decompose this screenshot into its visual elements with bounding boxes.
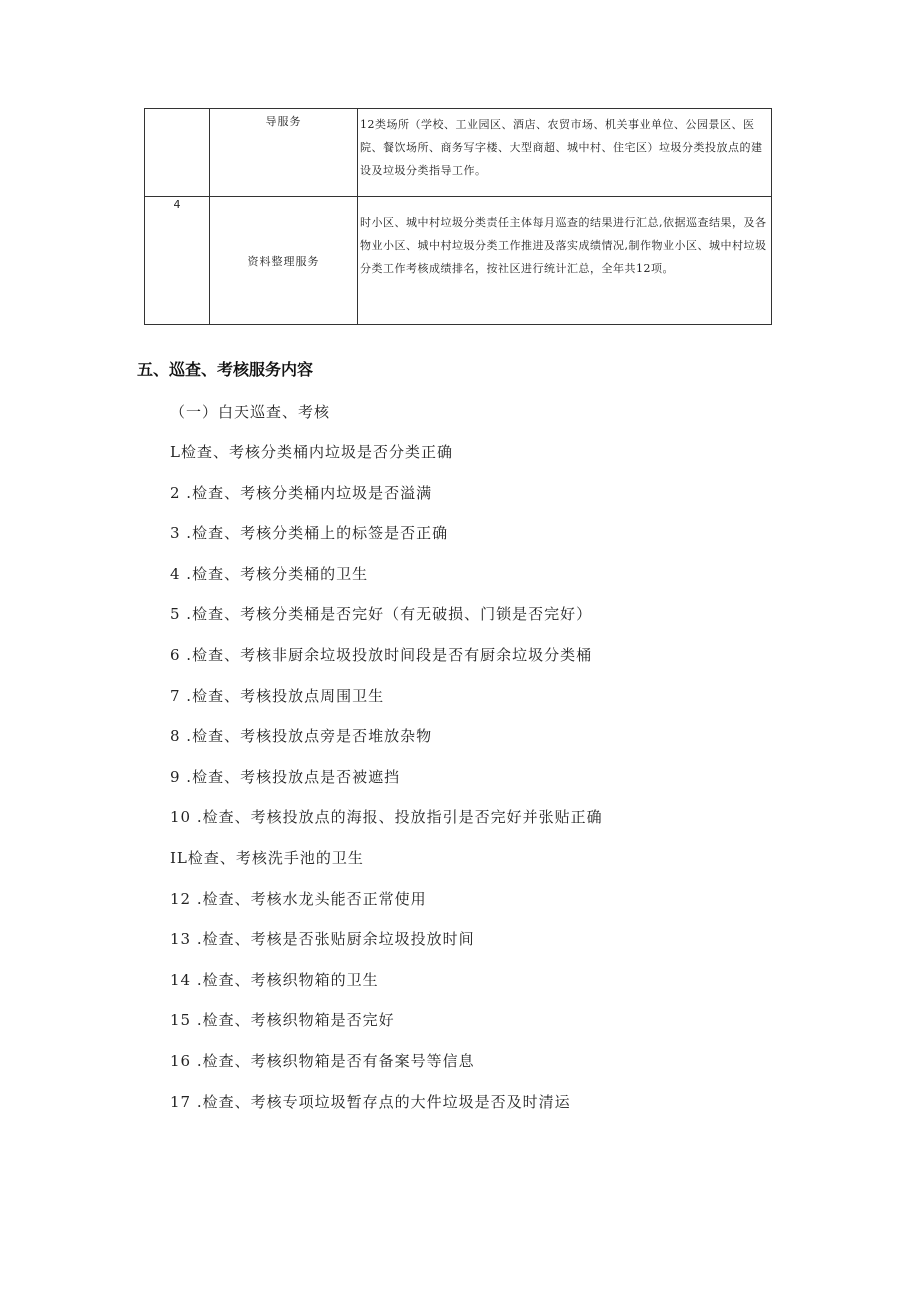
row-number: [145, 109, 210, 197]
service-description: 时小区、城中村垃圾分类责任主体每月巡查的结果进行汇总,依据巡查结果，及各物业小区、城中村垃圾分类工作推进及落实成绩情况,制作物业小区、城中村垃圾分类工作考核成绩排名，按社区进行统计汇总，全年共12项。: [358, 197, 772, 325]
subsection-heading: （一）白天巡查、考核: [170, 403, 331, 421]
service-name: 导服务: [210, 109, 358, 197]
list-item: 13 .检查、考核是否张贴厨余垃圾投放时间: [170, 930, 475, 949]
table-row: [145, 197, 772, 325]
list-item: 12 .检查、考核水龙头能否正常使用: [170, 889, 427, 908]
list-item: 9 .检查、考核投放点是否被遮挡: [170, 767, 401, 786]
row-number: 4: [145, 197, 210, 325]
list-item: 2 .检查、考核分类桶内垃圾是否溢满: [170, 483, 433, 502]
list-item: 10 .检查、考核投放点的海报、投放指引是否完好并张贴正确: [170, 808, 603, 827]
list-item: 17 .检查、考核专项垃圾暂存点的大件垃圾是否及时清运: [170, 1092, 571, 1111]
service-description: 12类场所（学校、工业园区、酒店、农贸市场、机关事业单位、公园景区、医院、餐饮场所、商务写字楼、大型商超、城中村、住宅区）垃圾分类投放点的建设及垃圾分类指导工作。: [358, 109, 772, 197]
service-table: [144, 108, 772, 325]
list-item: IL检查、考核洗手池的卫生: [170, 848, 364, 867]
list-item: 5 .检查、考核分类桶是否完好（有无破损、门锁是否完好）: [170, 605, 593, 624]
list-item: 16 .检查、考核织物箱是否有备案号等信息: [170, 1051, 475, 1070]
list-item: 3 .检查、考核分类桶上的标签是否正确: [170, 524, 449, 543]
service-name: 资料整理服务: [210, 197, 358, 325]
list-item: 4 .检查、考核分类桶的卫生: [170, 564, 369, 583]
checklist: [170, 442, 603, 1132]
list-item: 7 .检查、考核投放点周围卫生: [170, 686, 385, 705]
list-item: 8 .检查、考核投放点旁是否堆放杂物: [170, 727, 433, 746]
section-heading: 五、巡查、考核服务内容: [137, 360, 314, 379]
list-item: L检查、考核分类桶内垃圾是否分类正确: [170, 443, 453, 461]
list-item: 6 .检查、考核非厨余垃圾投放时间段是否有厨余垃圾分类桶: [170, 645, 593, 664]
list-item: 14 .检查、考核织物箱的卫生: [170, 970, 379, 989]
list-item: 15 .检查、考核织物箱是否完好: [170, 1011, 395, 1030]
table-row: [145, 109, 772, 197]
